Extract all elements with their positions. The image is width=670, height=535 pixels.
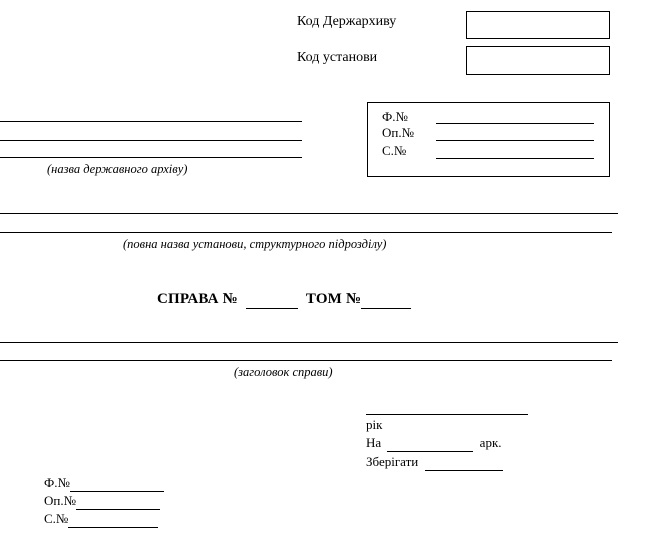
year-label: рік — [366, 417, 383, 432]
archive-name-caption: (назва державного архіву) — [47, 162, 188, 176]
bottom-fond-row — [44, 475, 164, 492]
archive-name-line-2[interactable] — [0, 140, 302, 141]
archive-name-line-3[interactable] — [0, 157, 302, 158]
institution-name-line-2[interactable] — [0, 232, 612, 233]
institution-name-caption: (повна назва установи, структурного підрозділу) — [123, 237, 387, 251]
sprava-number-field[interactable] — [246, 291, 298, 309]
keep-label: Зберігати — [366, 454, 419, 469]
tom-number-field[interactable] — [361, 291, 411, 309]
case-title-line-2[interactable] — [0, 360, 612, 361]
archive-name-line-1[interactable] — [0, 121, 302, 122]
sprava-label: СПРАВА № — [157, 291, 238, 307]
bottom-sprava-row — [44, 511, 158, 528]
date-range-line[interactable] — [366, 414, 528, 415]
bottom-opys-label: Оп.№ — [44, 493, 76, 508]
case-title-line-1[interactable] — [0, 342, 618, 343]
fond-box-fond-label: Ф.№ — [382, 109, 408, 124]
ark-label: арк. — [479, 435, 502, 450]
fond-box-opys-line[interactable] — [436, 140, 594, 141]
archive-code-label: Код Держархиву — [297, 14, 397, 29]
fond-box-sprava-line[interactable] — [436, 158, 594, 159]
bottom-fond-field[interactable] — [70, 475, 164, 492]
case-number-line — [157, 291, 411, 309]
bottom-sprava-label: С.№ — [44, 511, 69, 526]
keep-row — [366, 454, 503, 471]
tom-label: ТОМ № — [305, 291, 362, 307]
sheets-count-field[interactable] — [387, 435, 473, 452]
bottom-opys-row — [44, 493, 160, 510]
bottom-fond-label: Ф.№ — [44, 475, 70, 490]
fond-box-sprava-label: С.№ — [382, 143, 407, 158]
case-title-caption: (заголовок справи) — [234, 365, 333, 379]
na-label: На — [366, 435, 382, 450]
bottom-opys-field[interactable] — [76, 493, 160, 510]
sheets-row — [366, 435, 502, 452]
archive-code-field[interactable] — [466, 11, 610, 39]
fond-box-opys-label: Оп.№ — [382, 125, 414, 140]
fond-box-fond-line[interactable] — [436, 123, 594, 124]
institution-code-label: Код установи — [297, 50, 378, 65]
institution-name-line-1[interactable] — [0, 213, 618, 214]
bottom-sprava-field[interactable] — [68, 511, 158, 528]
keep-period-field[interactable] — [425, 454, 503, 471]
institution-code-field[interactable] — [466, 46, 610, 75]
